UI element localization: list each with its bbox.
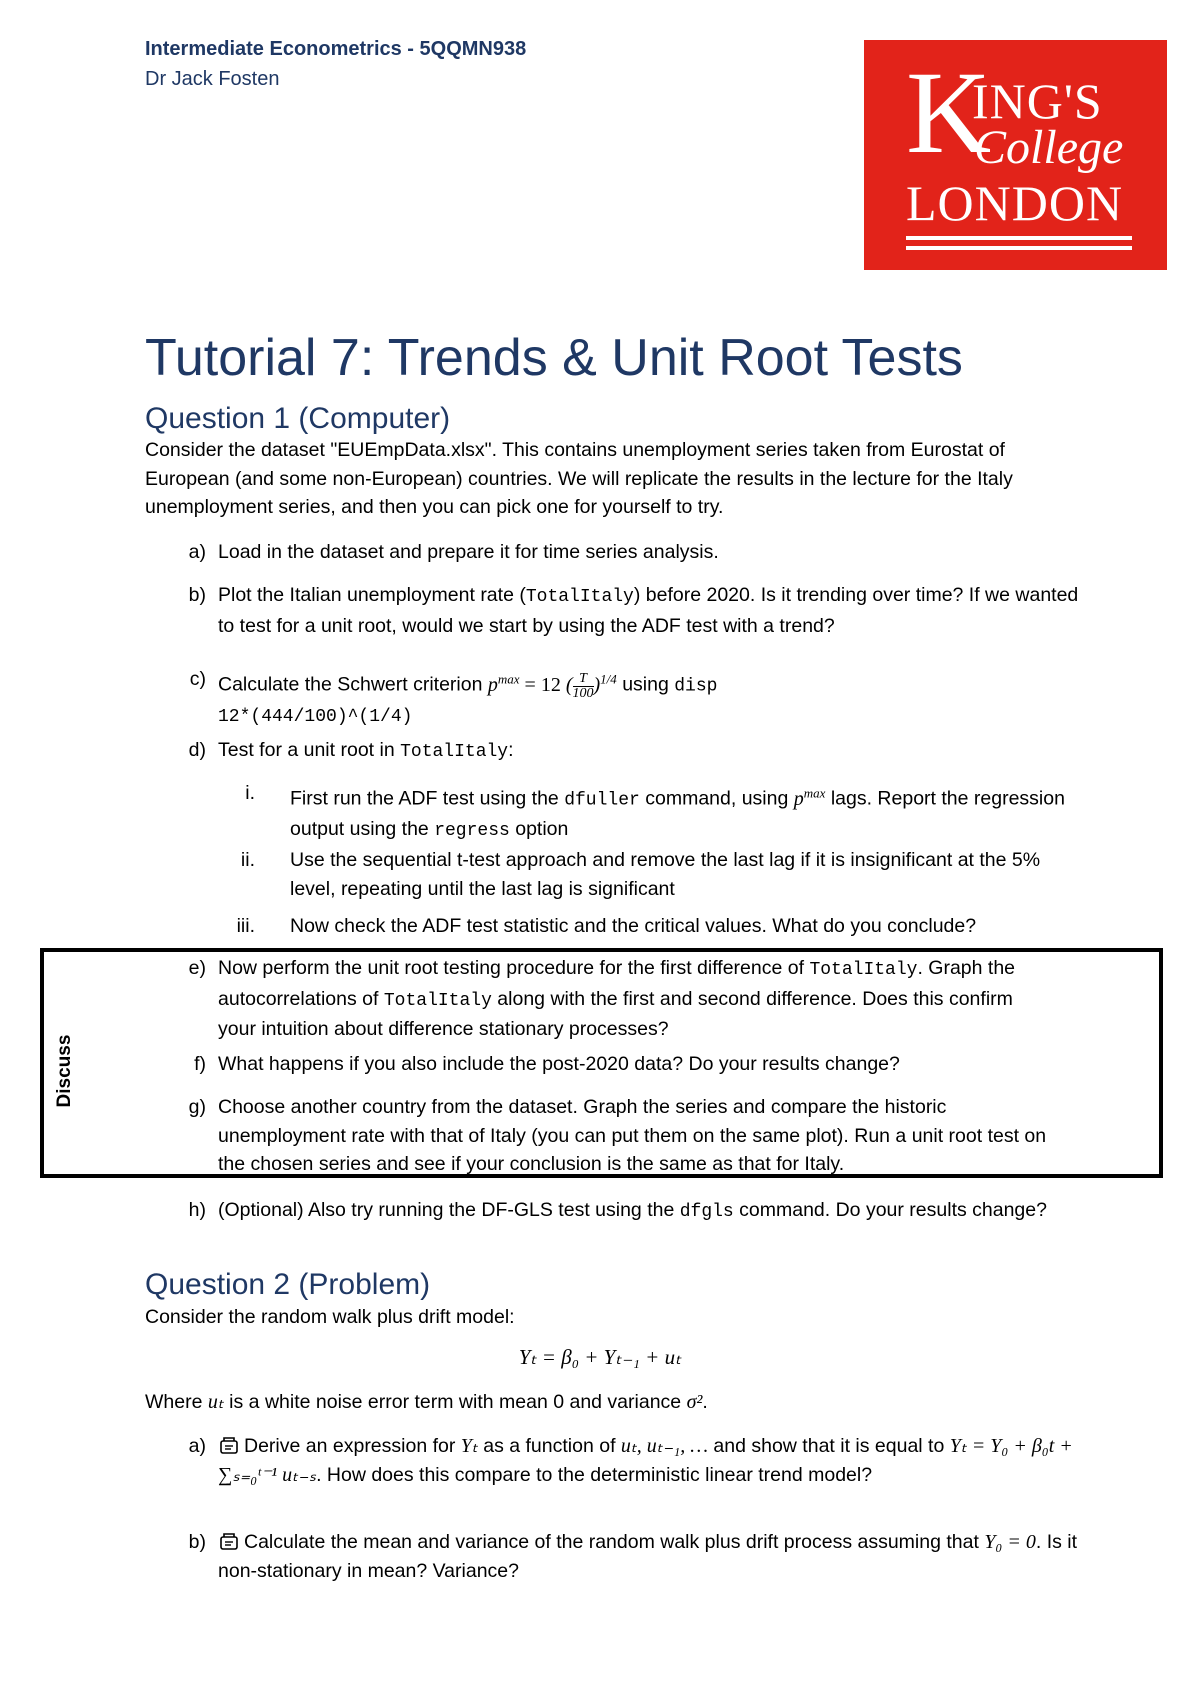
- item-label: h): [188, 1199, 206, 1221]
- item-label: c): [189, 668, 206, 690]
- item-text: Calculate the Schwert criterion $p^{max} = 12$ ( $\frac{T}{100}$ )$^{1/4}$ using disp 12*(444/100)^(1/4): [218, 670, 718, 728]
- question-2-heading: Question 2 (Problem): [145, 1268, 431, 1301]
- item-text: Load in the dataset and prepare it for time series analysis.: [218, 541, 719, 563]
- kings-college-logo: [864, 40, 1167, 270]
- course-title: Intermediate Econometrics - 5QQMN938: [145, 38, 527, 60]
- logo-london: LONDON: [906, 175, 1124, 231]
- code-disp-expression: 12*(444/100)^(1/4): [218, 707, 413, 728]
- item-label: e): [188, 957, 206, 979]
- item-text: Use the sequential t-test approach and remove the last lag if it is insignificant at the 5% level, repeating until the last lag is significant: [290, 849, 1041, 900]
- discuss-label: Discuss: [54, 1034, 75, 1108]
- question-1-intro: Consider the dataset "EUEmpData.xlsx". This contains unemployment series taken from Eurostat of European (and some non-European) countries. We will replicate the results in the lecture for the Italy unemployment series, and then you can pick one for yourself to try.: [145, 439, 1013, 518]
- pen-paper-icon: [218, 1530, 240, 1552]
- item-text: Now check the ADF test statistic and the critical values. What do you conclude?: [290, 915, 977, 937]
- item-text: Now perform the unit root testing procedure for the first difference of TotalItaly. Graph the autocorrelations of TotalItaly along with the first and second difference. Does this confirm your intuition about difference stationary processes?: [218, 957, 1016, 1040]
- item-text: Plot the Italian unemployment rate (TotalItaly) before 2020. Is it trending over time? If we wanted to test for a unit root, would we start by using the ADF test with a trend?: [218, 584, 1079, 637]
- item-label: b): [188, 1531, 206, 1553]
- logo-k: K: [906, 47, 992, 178]
- schwert-formula: $p^{max} = 12$ ( $\frac{T}{100}$ )$^{1/4}$: [487, 670, 617, 701]
- item-text: First run the ADF test using the dfuller command, using $p^{max}$ lags. Report the regression output using the regress option: [290, 785, 1065, 842]
- item-text: Test for a unit root in TotalItaly:: [218, 739, 514, 762]
- item-label: i.: [245, 782, 255, 804]
- logo-rule: [906, 236, 1132, 240]
- random-walk-equation: Yₜ = β₀ + Yₜ₋₁ + uₜ: [518, 1345, 682, 1369]
- logo-rule: [906, 246, 1132, 250]
- item-label: b): [188, 584, 206, 606]
- item-label: a): [188, 541, 206, 563]
- item-text: Calculate the mean and variance of the random walk plus drift process assuming that Y₀ = 0. Is it non-stationary in mean? Variance?: [218, 1531, 1078, 1582]
- item-text: What happens if you also include the post-2020 data? Do your results change?: [218, 1053, 900, 1075]
- question-2-intro: Consider the random walk plus drift model:: [145, 1306, 515, 1328]
- pen-paper-icon: [218, 1434, 240, 1456]
- logo-college: College: [974, 121, 1124, 174]
- lecturer-name: Dr Jack Fosten: [145, 68, 280, 90]
- item-text: Derive an expression for Yₜ as a function of uₜ, uₜ₋₁, … and show that it is equal to Yₜ = Y₀ + β₀t + ∑ₛ₌₀ᵗ⁻¹ uₜ₋ₛ. How does this compare to the deterministic linear trend model?: [218, 1435, 1073, 1486]
- item-label: g): [188, 1096, 206, 1118]
- item-label: ii.: [240, 849, 255, 871]
- item-label: a): [188, 1435, 206, 1457]
- question-1-heading: Question 1 (Computer): [145, 402, 451, 435]
- item-label: f): [194, 1053, 206, 1075]
- code-totalitaly: TotalItaly: [525, 587, 634, 607]
- item-text: (Optional) Also try running the DF-GLS test using the dfgls command. Do your results change?: [218, 1199, 1047, 1222]
- where-statement: Where uₜ is a white noise error term with mean 0 and variance σ².: [145, 1391, 708, 1413]
- item-label: iii.: [236, 915, 255, 937]
- item-text: Choose another country from the dataset. Graph the series and compare the historic unemployment rate with that of Italy (you can put them on the same plot). Run a unit root test on the chosen series and see if your conclusion is the same as that for Italy.: [218, 1096, 1047, 1175]
- page-title: Tutorial 7: Trends & Unit Root Tests: [145, 329, 963, 387]
- logo-ings: ING'S: [972, 73, 1103, 129]
- item-label: d): [188, 739, 206, 761]
